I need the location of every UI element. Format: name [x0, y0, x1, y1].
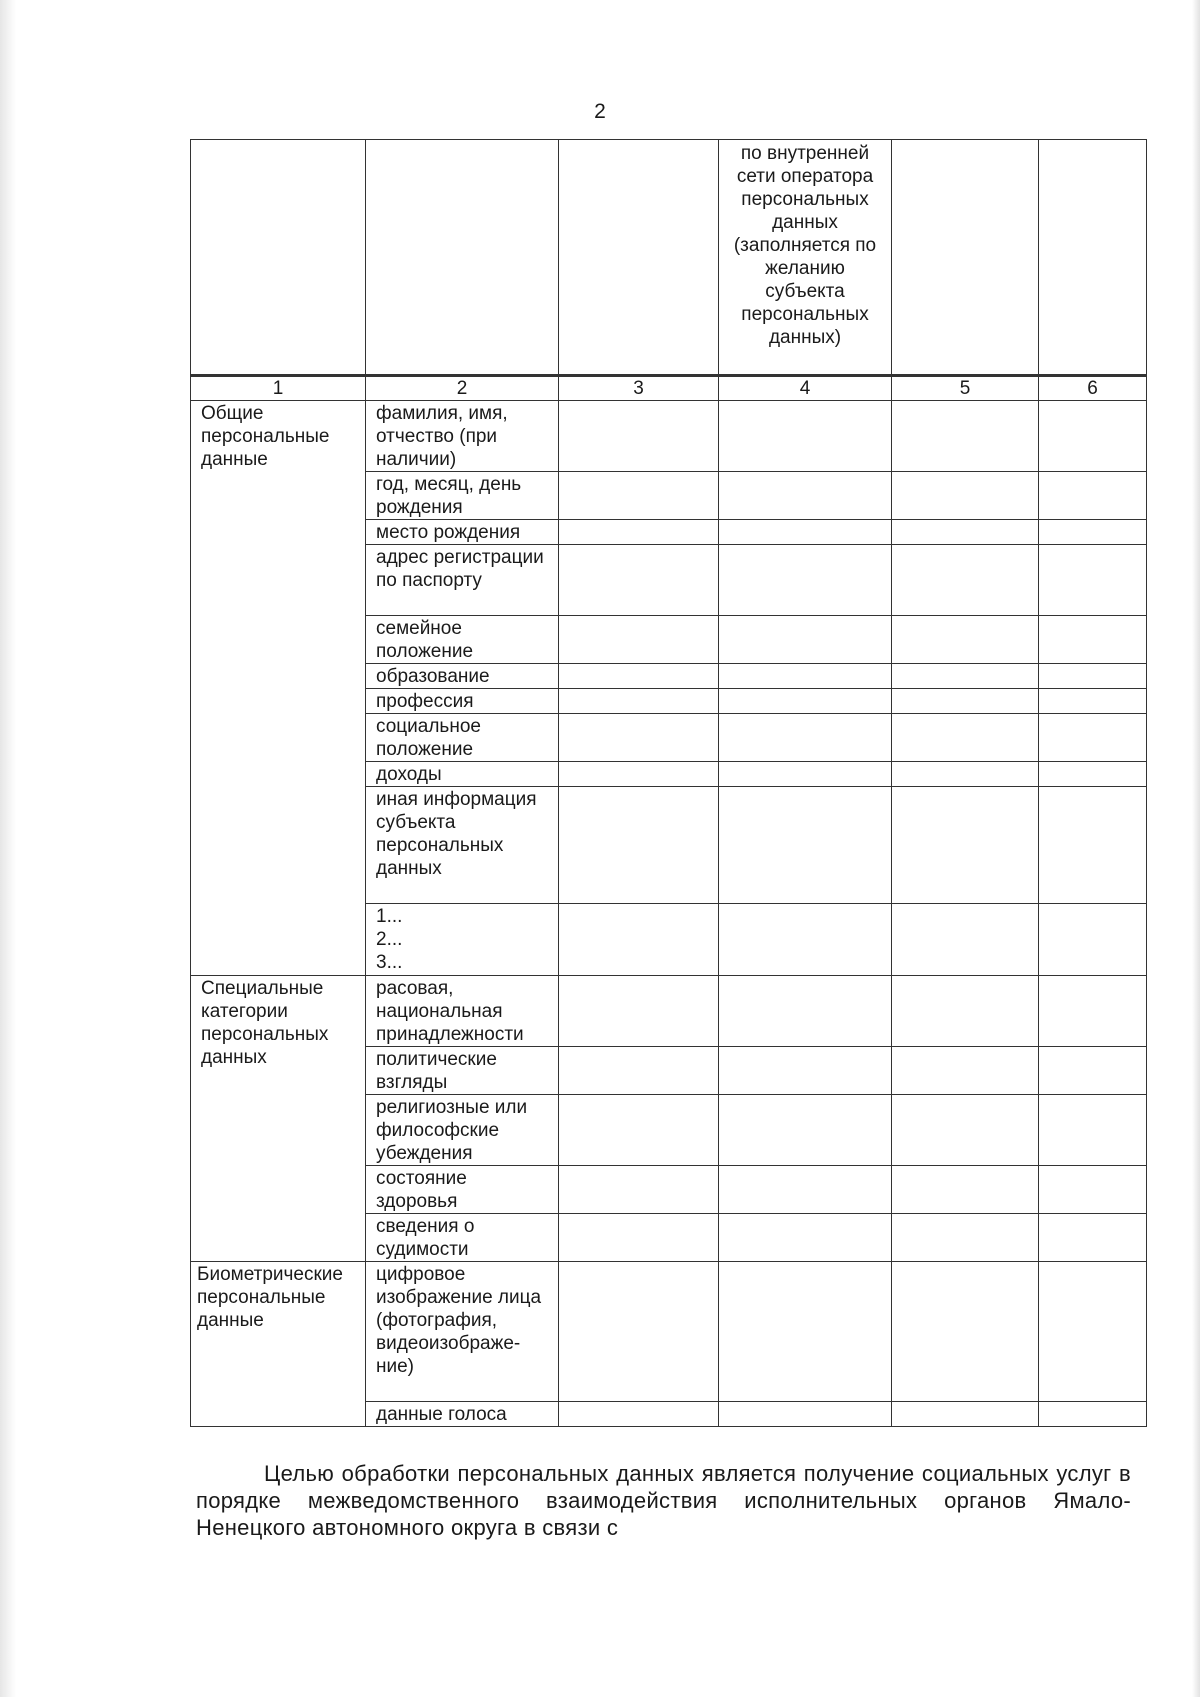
table-cell [892, 904, 1039, 976]
personal-data-table [190, 139, 1147, 1427]
item-cell: политические взгляды [366, 1047, 559, 1095]
table-row [191, 401, 1147, 472]
table-cell [1039, 1047, 1147, 1095]
table-cell [559, 140, 719, 376]
table-cell [892, 1262, 1039, 1402]
table-cell [892, 787, 1039, 904]
table-cell [719, 787, 892, 904]
table-row [191, 976, 1147, 1047]
column-number: 6 [1039, 376, 1147, 401]
table-cell [559, 976, 719, 1047]
table-cell [719, 520, 892, 545]
table-cell [719, 1214, 892, 1262]
table-cell [1039, 904, 1147, 976]
scan-edge-left [0, 0, 16, 1697]
table-cell [559, 1262, 719, 1402]
column-number: 1 [191, 376, 366, 401]
table-cell [559, 520, 719, 545]
table-cell [892, 401, 1039, 472]
table-cell [1039, 762, 1147, 787]
table-cell [559, 472, 719, 520]
table-row [191, 1262, 1147, 1402]
table-cell [1039, 787, 1147, 904]
table-cell [559, 1047, 719, 1095]
table-cell [719, 616, 892, 664]
table-cell [719, 1402, 892, 1427]
table-cell [719, 762, 892, 787]
table-cell [559, 401, 719, 472]
item-cell: данные голоса [366, 1402, 559, 1427]
table-cell [892, 1214, 1039, 1262]
table-cell [1039, 1214, 1147, 1262]
column-number: 4 [719, 376, 892, 401]
table-cell [559, 689, 719, 714]
table-cell [1039, 976, 1147, 1047]
table-cell [559, 1166, 719, 1214]
item-cell: цифровое изображение лица (фотография, видеоизображе-ние) [366, 1262, 559, 1402]
item-cell: профессия [366, 689, 559, 714]
table-cell [1039, 714, 1147, 762]
table-cell [719, 976, 892, 1047]
table-cell [892, 616, 1039, 664]
table-cell [559, 664, 719, 689]
table-cell [892, 1166, 1039, 1214]
table-cell [892, 545, 1039, 616]
table-cell [559, 1214, 719, 1262]
table-cell [892, 714, 1039, 762]
table-cell [1039, 616, 1147, 664]
item-cell: семейное положение [366, 616, 559, 664]
column-number: 2 [366, 376, 559, 401]
table-cell [892, 1095, 1039, 1166]
item-cell: религиозные или философские убеждения [366, 1095, 559, 1166]
item-cell: сведения о судимости [366, 1214, 559, 1262]
table-cell [719, 1262, 892, 1402]
table-cell [559, 904, 719, 976]
item-cell: расовая, национальная принадлежности [366, 976, 559, 1047]
item-cell: доходы [366, 762, 559, 787]
table-cell [719, 714, 892, 762]
table-cell [559, 787, 719, 904]
table-cell [559, 762, 719, 787]
table-cell [1039, 1166, 1147, 1214]
table-cell [892, 1047, 1039, 1095]
item-cell: место рождения [366, 520, 559, 545]
table-cell [719, 689, 892, 714]
item-cell: состояние здоровья [366, 1166, 559, 1214]
extra-item: 2... [376, 929, 403, 950]
table-cell [1039, 1262, 1147, 1402]
table-cell [892, 472, 1039, 520]
table-cell [719, 904, 892, 976]
column-numbers-row [191, 376, 1147, 401]
table-cell [559, 714, 719, 762]
extra-item: 1... [376, 906, 403, 927]
table-cell [559, 545, 719, 616]
column-number: 5 [892, 376, 1039, 401]
table-cell [559, 1402, 719, 1427]
table-cell [1039, 140, 1147, 376]
table-cell [719, 472, 892, 520]
table-cell [719, 1166, 892, 1214]
table-cell [892, 1402, 1039, 1427]
extra-items-cell [366, 904, 559, 976]
table-cell [559, 616, 719, 664]
page-number: 2 [594, 100, 606, 123]
table-cell [1039, 689, 1147, 714]
table-cell [559, 1095, 719, 1166]
table-continuation-row [191, 140, 1147, 376]
table-cell [719, 1047, 892, 1095]
table-cell [1039, 1402, 1147, 1427]
table-cell [1039, 1095, 1147, 1166]
item-cell: социальное положение [366, 714, 559, 762]
category-special: Специальные категории персональных данных [191, 976, 366, 1262]
item-cell: фамилия, имя, отчество (при наличии) [366, 401, 559, 472]
table-cell [892, 762, 1039, 787]
table-cell [892, 140, 1039, 376]
item-cell: год, месяц, день рождения [366, 472, 559, 520]
category-biometric: Биометрические персональные данные [191, 1262, 366, 1427]
header-col4-continued: по внутренней сети оператора персональных данных (заполняется по желанию субъекта персональных данных) [719, 140, 892, 376]
table-cell [1039, 664, 1147, 689]
table-cell [719, 545, 892, 616]
table-cell [892, 520, 1039, 545]
table-cell [892, 689, 1039, 714]
category-general: Общие персональные данные [191, 401, 366, 976]
purpose-paragraph: Целью обработки персональных данных является получение социальных услуг в порядке межведомственного взаимодействия исполнительных органов Ямало-Ненецкого автономного округа в связи с [196, 1461, 1131, 1540]
table-cell [1039, 401, 1147, 472]
item-cell: адрес регистрации по паспорту [366, 545, 559, 616]
table-cell [719, 401, 892, 472]
table-cell [1039, 545, 1147, 616]
extra-item: 3... [376, 952, 403, 973]
table-cell [892, 976, 1039, 1047]
column-number: 3 [559, 376, 719, 401]
table-cell [892, 664, 1039, 689]
item-cell: иная информация субъекта персональных данных [366, 787, 559, 904]
table-cell [1039, 472, 1147, 520]
table-cell [191, 140, 366, 376]
scan-edge-right [1192, 0, 1200, 1697]
table-cell [366, 140, 559, 376]
table-cell [719, 664, 892, 689]
table-cell [1039, 520, 1147, 545]
item-cell: образование [366, 664, 559, 689]
table-cell [719, 1095, 892, 1166]
